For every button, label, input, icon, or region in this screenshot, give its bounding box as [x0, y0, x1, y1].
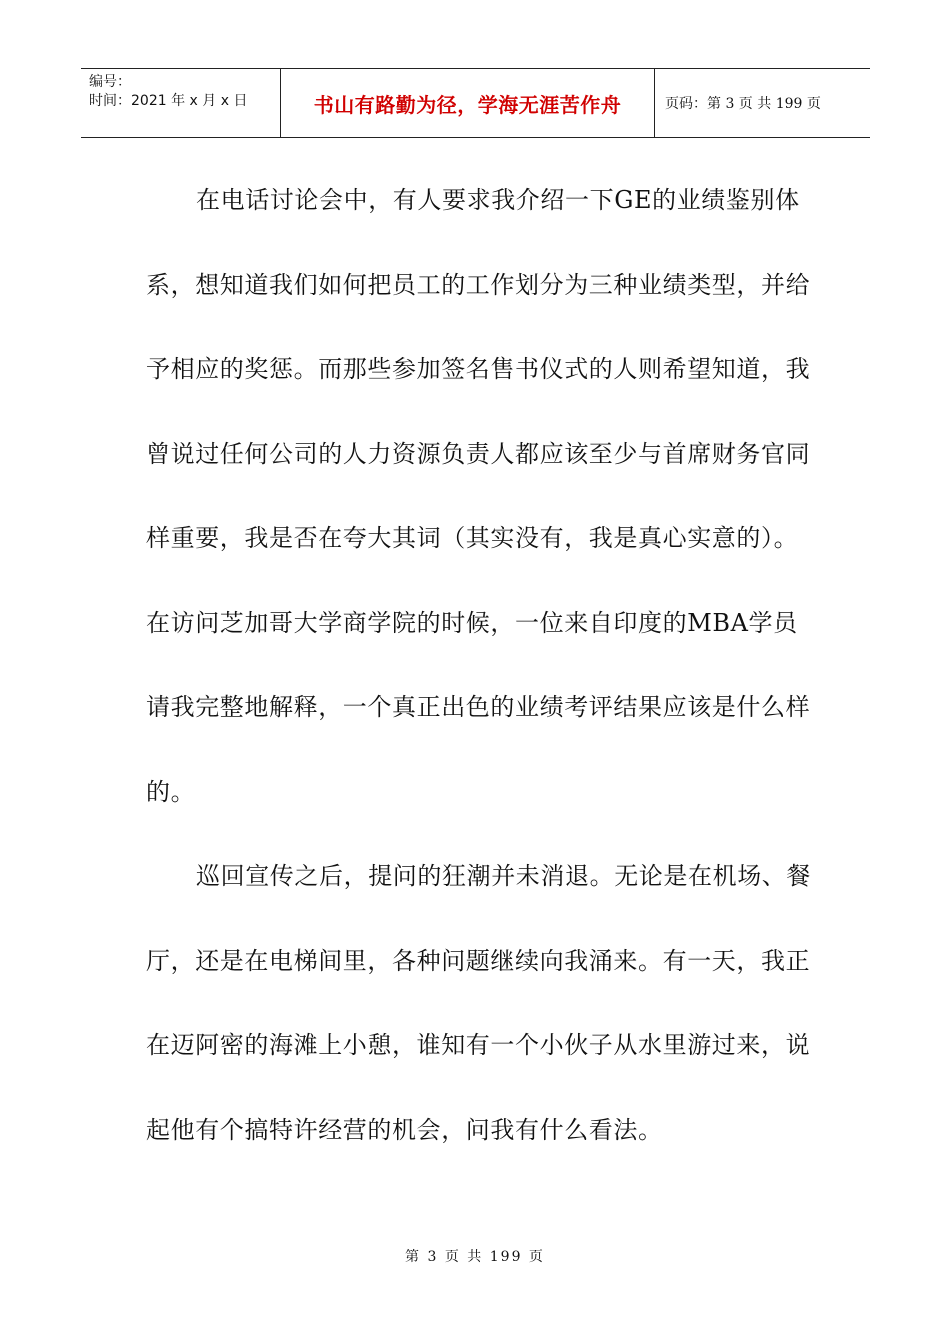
header-page-info: 页码：第 3 页 共 199 页: [665, 96, 821, 112]
header-page-info-cell: [655, 69, 870, 137]
header-meta: [81, 69, 281, 137]
header-motto-cell: [281, 69, 655, 137]
page-footer: 第 3 页 共 199 页: [405, 1249, 545, 1265]
document-date: 时间：2021 年 x 月 x 日: [89, 93, 248, 109]
document-number-label: 编号：: [89, 74, 131, 90]
header-motto: 书山有路勤为径，学海无涯苦作舟: [313, 92, 622, 117]
body-paragraph: 在电话讨论会中，有人要求我介绍一下GE的业绩鉴别体系，想知道我们如何把员工的工作划分为三种业绩类型，并给予相应的奖惩。而那些参加签名售书仪式的人则希望知道，我曾说过任何公司的人力资源负责人都应该至少与首席财务官同样重要，我是否在夸大其词（其实没有，我是真心实意的）。在访问芝加哥大学商学院的时候，一位来自印度的MBA学员请我完整地解释，一个真正出色的业绩考评结果应该是什么样的。: [146, 186, 811, 806]
body-paragraph: 巡回宣传之后，提问的狂潮并未消退。无论是在机场、餐厅，还是在电梯间里，各种问题继续向我涌来。有一天，我正在迈阿密的海滩上小憩，谁知有一个小伙子从水里游过来，说起他有个搞特许经营的机会，问我有什么看法。: [146, 862, 811, 1144]
document-header: [81, 68, 870, 138]
document-body: [146, 158, 816, 1172]
